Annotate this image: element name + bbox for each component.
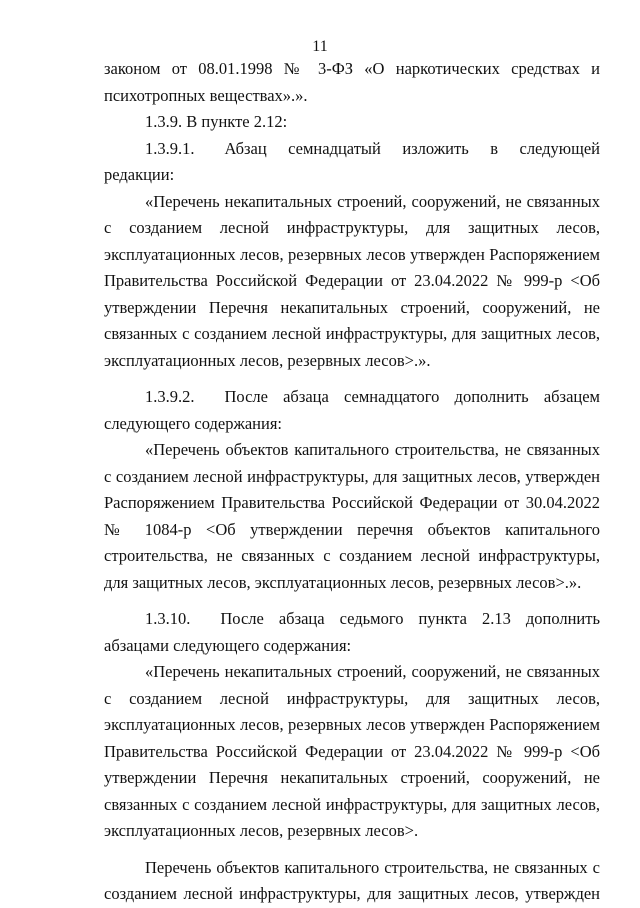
paragraph-item-1-3-9: 1.3.9. В пункте 2.12: — [145, 112, 288, 131]
paragraph-quote-capital-list: «Перечень объектов капитального строительства, не связанных с созданием лесной инфраструктуры, для защитных лесов, утвержден Распоряжением Правительства Российской Федерации от 30.04.2022 № 1084-р <Об утверждении перечня объектов капитального строительства, не связанных с созданием лесной инфраструктуры, для защитных лесов, эксплуатационных лесов, резервных лесов>.». — [104, 440, 600, 592]
item-number: 1.3.10. — [145, 609, 191, 628]
paragraph-quote-noncapital-list: «Перечень некапитальных строений, сооружений, не связанных с созданием лесной инфраструктуры, для защитных лесов, эксплуатационных лесов, резервных лесов утвержден Распоряжением Правительства Российской Федерации от 23.04.2022 № 999-р <Об утверждении Перечня некапитальных строений, сооружений, не связанных с созданием лесной инфраструктуры, для защитных лесов, эксплуатационных лесов, резервных лесов>.». — [104, 191, 600, 370]
paragraph-quote-noncapital-list-2: «Перечень некапитальных строений, сооружений, не связанных с созданием лесной инфраструктуры, для защитных лесов, эксплуатационных лесов, резервных лесов утвержден Распоряжением Правительства Российской Федерации от 23.04.2022 № 999-р <Об утверждении Перечня некапитальных строений, сооружений, не связанных с созданием лесной инфраструктуры, для защитных лесов, эксплуатационных лесов, резервных лесов>. — [104, 662, 600, 840]
page-number: 11 — [312, 38, 328, 55]
paragraph-law-reference: законом от 08.01.1998 № 3-ФЗ «О наркотических средствах и психотропных веществах».». — [104, 59, 600, 105]
paragraph-item-1-3-10 — [104, 606, 600, 659]
item-text: После абзаца седьмого пункта 2.13 дополнить абзацами следующего содержания: — [104, 609, 600, 655]
item-number: 1.3.9.1. — [145, 138, 195, 158]
paragraph-item-1-3-9-2 — [104, 384, 600, 437]
paragraph-capital-list-start: Перечень объектов капитального строительства, не связанных с созданием лесной инфраструктуры, для защитных лесов, утвержден — [104, 857, 600, 903]
paragraph-item-1-3-9-1 — [104, 136, 600, 189]
item-text: Абзац семнадцатый изложить в следующей редакции: — [104, 138, 600, 184]
item-text: После абзаца семнадцатого дополнить абзацем следующего содержания: — [104, 387, 600, 433]
item-number: 1.3.9.2. — [145, 387, 195, 406]
document-body — [104, 56, 600, 908]
